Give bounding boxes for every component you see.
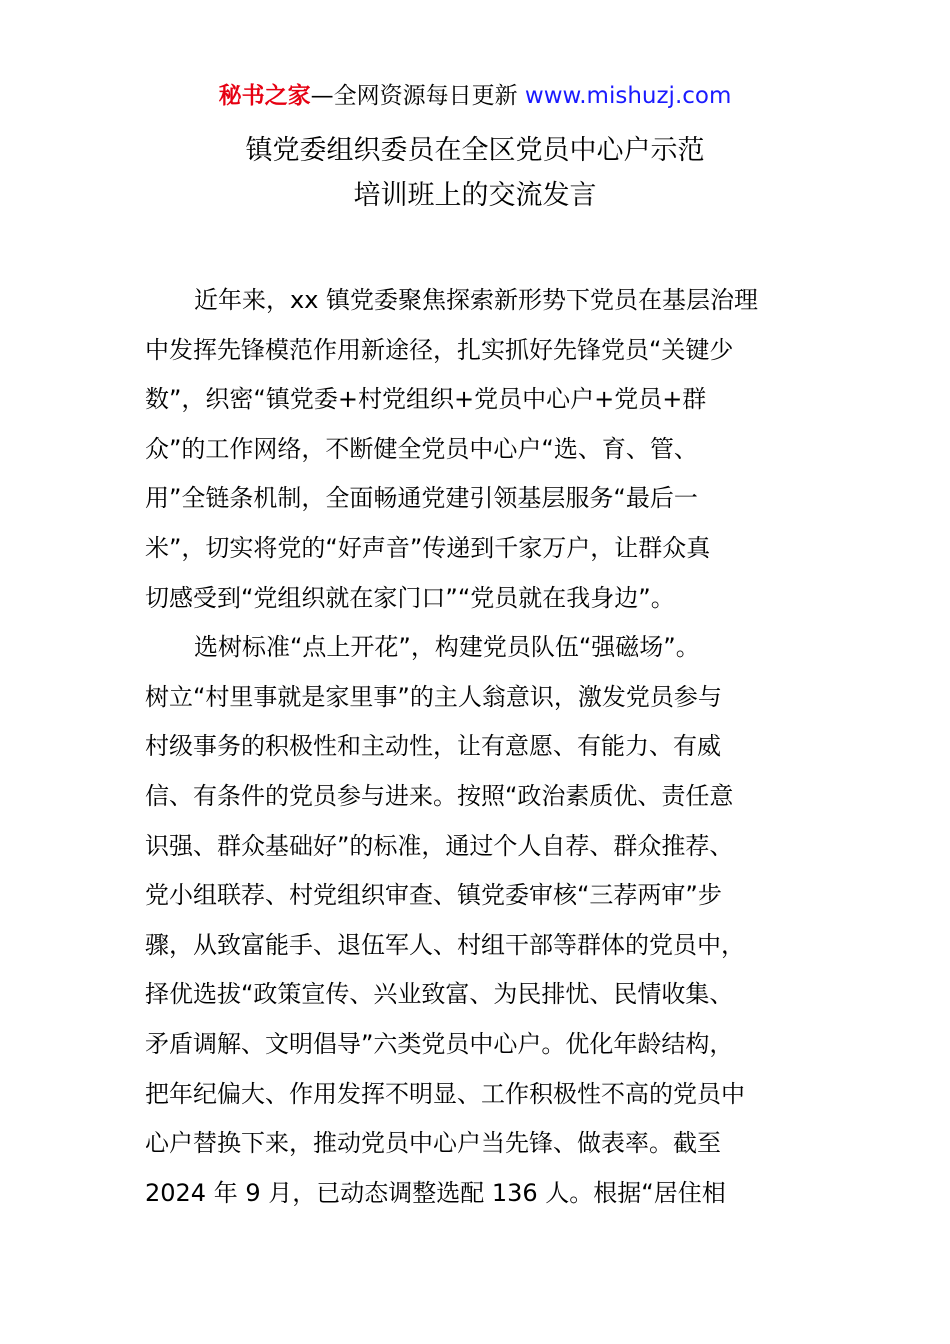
body-line: 信、有条件的党员参与进来。按照“政治素质优、责任意: [145, 781, 734, 810]
body-line: 众”的工作网络，不断健全党员中心户“选、育、管、: [145, 434, 698, 463]
body-line: 村级事务的积极性和主动性，让有意愿、有能力、有威: [145, 732, 721, 761]
document-body: [145, 276, 809, 1218]
title-line-2: 培训班上的交流发言: [353, 180, 597, 211]
body-line: 骤，从致富能手、退伍军人、村组干部等群体的党员中，: [145, 930, 745, 959]
header-tagline: —全网资源每日更新: [310, 83, 518, 109]
body-line: 近年来，xx 镇党委聚焦探索新形势下党员在基层治理: [194, 286, 759, 314]
body-line: 把年纪偏大、作用发挥不明显、工作积极性不高的党员中: [145, 1079, 745, 1108]
body-line: 数”，织密“镇党委+村党组织+党员中心户+党员+群: [145, 385, 707, 414]
body-line: 择优选拔“政策宣传、兴业致富、为民排忧、民情收集、: [145, 980, 734, 1009]
body-line: 树立“村里事就是家里事”的主人翁意识，激发党员参与: [145, 682, 722, 711]
body-line: 切感受到“党组织就在家门口”“党员就在我身边”。: [145, 583, 675, 612]
body-line: 识强、群众基础好”的标准，通过个人自荐、群众推荐、: [145, 831, 734, 860]
body-line: 党小组联荐、村党组织审查、镇党委审核“三荐两审”步: [145, 881, 722, 910]
body-line: 米”，切实将党的“好声音”传递到千家万户，让群众真: [145, 533, 711, 562]
site-url[interactable]: www.mishuzj.com: [524, 83, 732, 109]
site-header: [0, 80, 950, 112]
title-line-1: 镇党委组织委员在全区党员中心户示范: [245, 135, 705, 166]
body-line: 选树标准“点上开花”，构建党员队伍“强磁场”。: [194, 633, 700, 662]
body-line: 2024 年 9 月，已动态调整选配 136 人。根据“居住相: [145, 1178, 726, 1207]
brand-name: 秘书之家: [218, 83, 311, 109]
body-line: 矛盾调解、文明倡导”六类党员中心户。优化年龄结构，: [145, 1029, 734, 1058]
document-title: [0, 128, 950, 218]
body-line: 心户替换下来，推动党员中心户当先锋、做表率。截至: [145, 1129, 721, 1158]
body-line: 用”全链条机制，全面畅通党建引领基层服务“最后一: [145, 484, 698, 513]
body-line: 中发挥先锋模范作用新途径，扎实抓好先锋党员“关键少: [145, 335, 734, 364]
